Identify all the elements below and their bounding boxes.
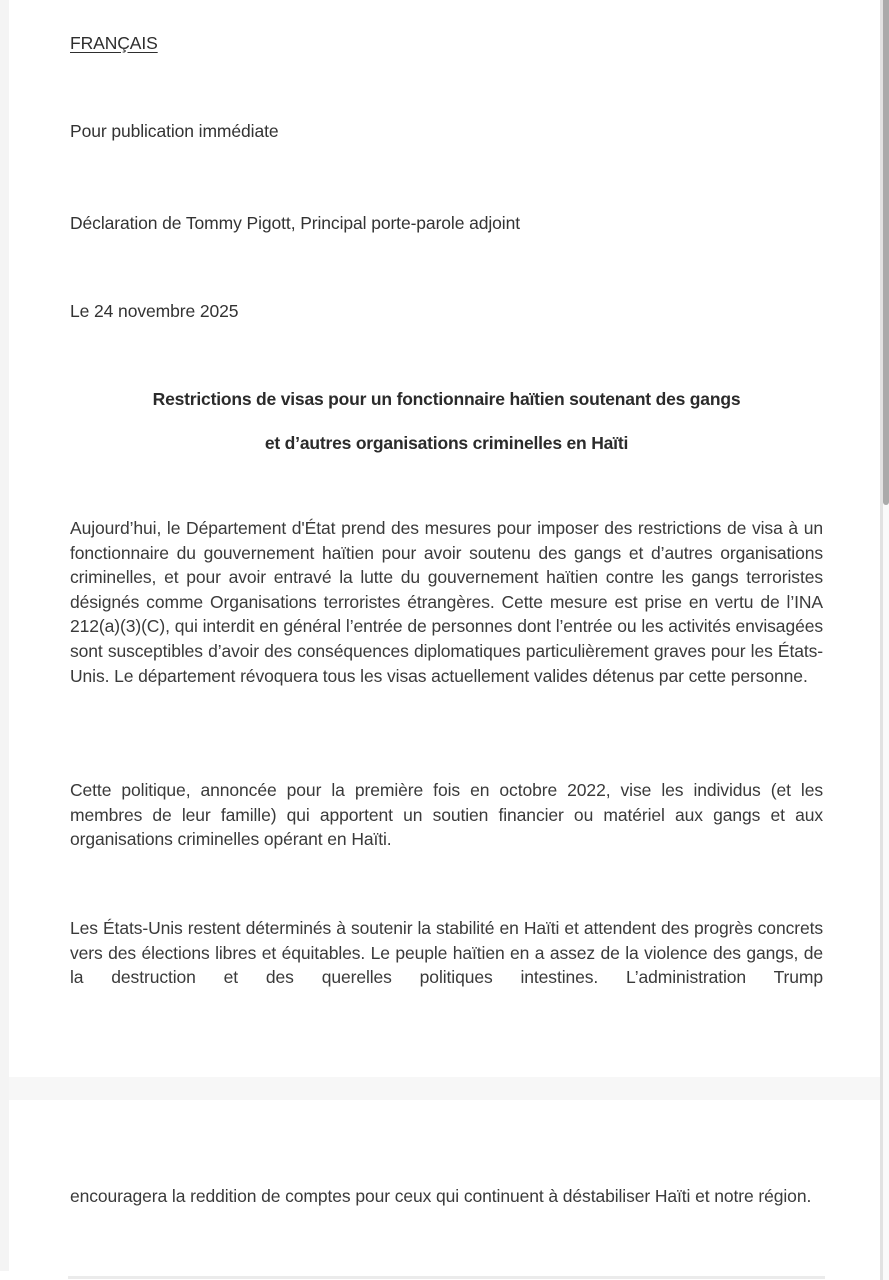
page-break-gutter (9, 1077, 889, 1100)
release-line: Pour publication immédiate (70, 121, 279, 141)
paragraph-accountability-continuation: encouragera la reddition de comptes pour ceux qui continuent à déstabiliser Haïti et notre région. (70, 1186, 812, 1206)
scrollbar-thumb[interactable] (883, 0, 889, 505)
language-label: FRANÇAIS (70, 33, 158, 53)
paragraph-visa-restrictions: Aujourd’hui, le Département d'État prend des mesures pour imposer des restrictions de visa à un fonctionnaire du gouvernement haïtien pour avoir soutenu des gangs et d’autres organisations criminelles, et pour avoir entravé la lutte du gouvernement haïtien contre les gangs terroristes désignés comme Organisations terroristes étrangères. Cette mesure est prise en vertu de l’INA 212(a)(3)(C), qui interdit en général l’entrée de personnes dont l’entrée ou les activités envisagées sont susceptibles d’avoir des conséquences diplomatiques particulièrement graves pour les États-Unis. Le département révoquera tous les visas actuellement valides détenus par cette personne. (70, 518, 823, 686)
next-page-top-edge (68, 1276, 825, 1279)
document-title-line2: et d’autres organisations criminelles en Haïti (264, 433, 629, 453)
document-title-line1: Restrictions de visas pour un fonctionnaire haïtien soutenant des gangs (152, 389, 741, 409)
date-line: Le 24 novembre 2025 (70, 301, 239, 321)
statement-attribution-line: Déclaration de Tommy Pigott, Principal porte-parole adjoint (70, 213, 520, 233)
paragraph-policy-2022: Cette politique, annoncée pour la première fois en octobre 2022, vise les individus (et les membres de leur famille) qui apportent un soutien financier ou matériel aux gangs et aux organisations criminelles opérant en Haïti. (70, 780, 823, 850)
left-gutter (0, 0, 9, 1271)
scrollbar-track[interactable] (883, 0, 889, 1280)
paragraph-us-commitment: Les États-Unis restent déterminés à soutenir la stabilité en Haïti et attendent des progrès concrets vers des élections libres et équitables. Le peuple haïtien en a assez de la violence des gangs, de la destruction et des querelles politiques intestines. L’administration Trump (70, 918, 823, 988)
